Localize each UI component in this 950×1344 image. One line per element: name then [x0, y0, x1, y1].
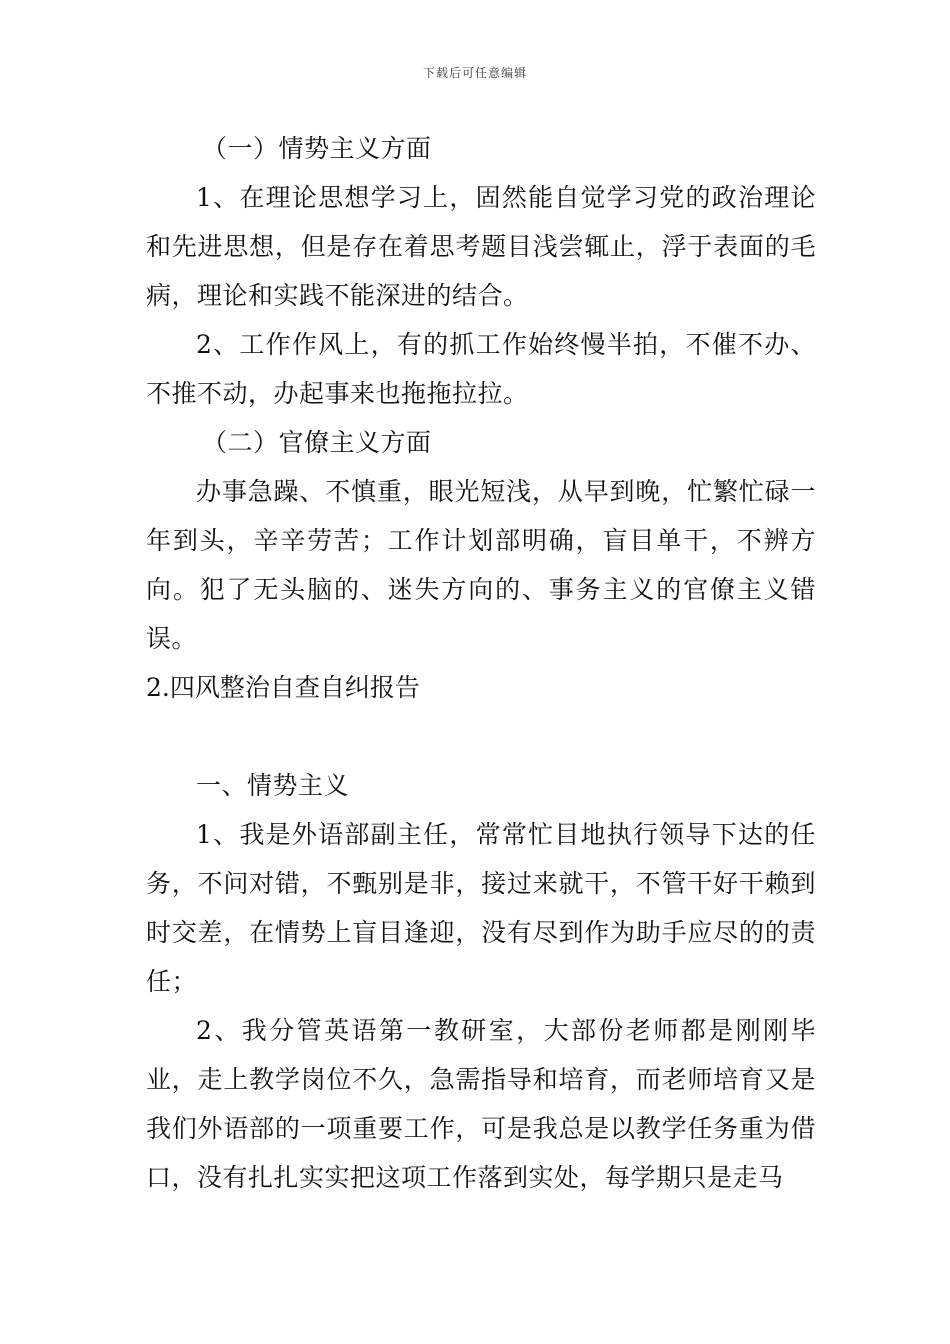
report-title: 2.四风整治自查自纠报告	[146, 673, 420, 702]
section-heading-3: 一、情势主义	[196, 771, 350, 800]
paragraph-2: 2、工作作风上，有的抓工作始终慢半拍，不催不办、不推不动，办起事来也拖拖拉拉。	[146, 330, 816, 408]
blank-line	[146, 712, 816, 761]
paragraph-1: 1、在理论思想学习上，固然能自觉学习党的政治理论和先进思想，但是存在着思考题目浅尝辄止，浮于表面的毛病，理论和实践不能深进的结合。	[146, 183, 816, 310]
document-body	[146, 124, 816, 1202]
section-heading-2: （二）官僚主义方面	[202, 428, 432, 457]
paragraph-5: 2、我分管英语第一教研室，大部份老师都是刚刚毕业，走上教学岗位不久，急需指导和培育，而老师培育又是我们外语部的一项重要工作，可是我总是以教学任务重为借口，没有扎扎实实把这项工作落到实处，每学期只是走马	[146, 1016, 816, 1192]
section-heading-1: （一）情势主义方面	[202, 134, 432, 163]
paragraph-3: 办事急躁、不慎重，眼光短浅，从早到晚，忙繁忙碌一年到头，辛辛劳苦；工作计划部明确，盲目单干，不辨方向。犯了无头脑的、迷失方向的、事务主义的官僚主义错误。	[146, 477, 816, 653]
paragraph-4: 1、我是外语部副主任，常常忙目地执行领导下达的任务，不问对错，不甄别是非，接过来就干，不管干好干赖到时交差，在情势上盲目逢迎，没有尽到作为助手应尽的的责任；	[146, 820, 816, 996]
header-note: 下载后可任意编辑	[422, 66, 527, 80]
